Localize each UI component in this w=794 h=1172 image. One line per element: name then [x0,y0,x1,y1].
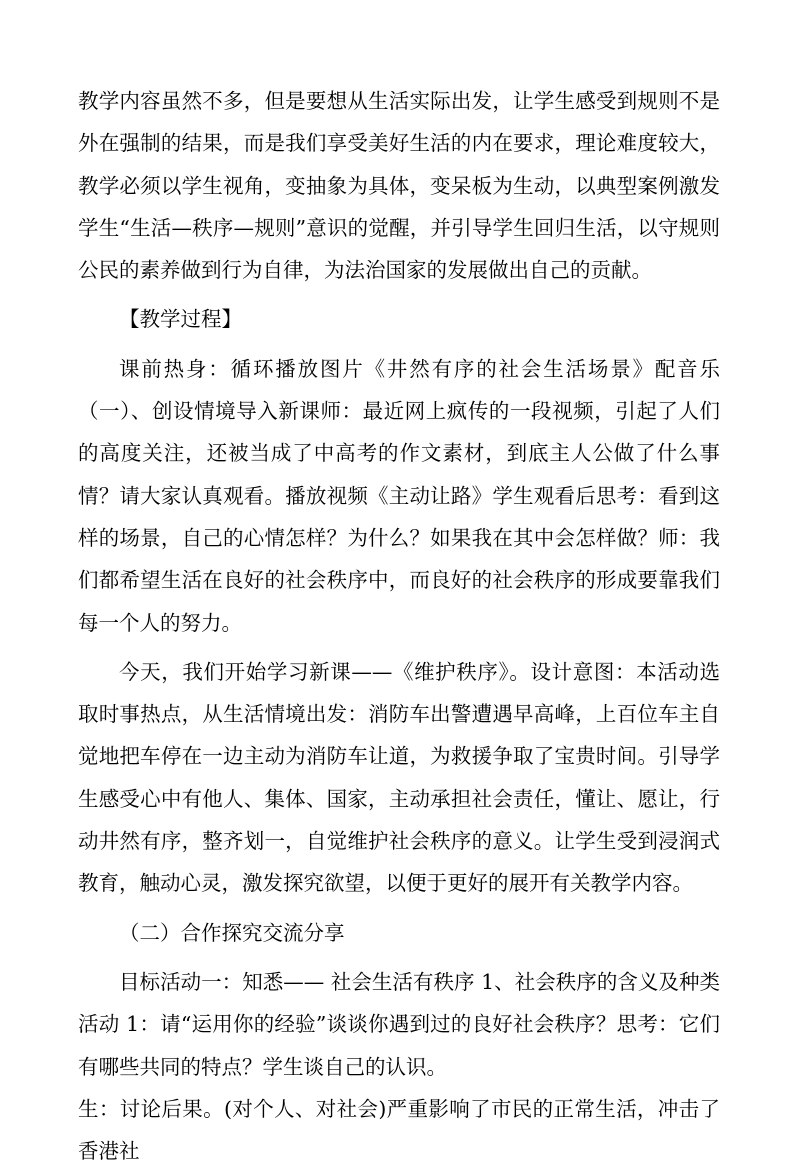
paragraph-intro: 教学内容虽然不多，但是要想从生活实际出发，让学生感受到规则不是外在强制的结果，而是我们享受美好生活的内在要求，理论难度较大，教学必须以学生视角，变抽象为具体，变呆板为生动，以典型案例激发学生“生活—秩序—规则”意识的觉醒，并引导学生回归生活，以守规则公民的素养做到行为自律，为法治国家的发展做出自己的贡献。 [78,89,720,283]
section-heading-cooperative-inquiry: （二）合作探究交流分享 [119,920,345,945]
section-heading-teaching-process: 【教学过程】 [119,307,242,332]
paragraph-new-lesson: 今天，我们开始学习新课——《维护秩序》。设计意图：本活动选取时事热点，从生活情境出发：消防车出警遭遇早高峰，上百位车主自觉地把车停在一边主动为消防车让道，为救援争取了宝贵时间。引导学生感受心中有他人、集体、国家，主动承担社会责任，懂让、愿让，行动井然有序，整齐划一，自觉维护社会秩序的意义。让学生受到浸润式教育，触动心灵，激发探究欲望，以便于更好的展开有关教学内容。 [78,659,720,896]
paragraph-target-activity-one: 目标活动一：知悉—— 社会生活有秩序 1、社会秩序的含义及种类活动 1：请“运用你的经验”谈谈你遇到过的良好社会秩序？思考：它们有哪些共同的特点？学生谈自己的认识。 [78,969,720,1079]
paragraph-warmup: 课前热身：循环播放图片《井然有序的社会生活场景》配音乐（一）、创设情境导入新课师：最近网上疯传的一段视频，引起了人们的高度关注，还被当成了中高考的作文素材，到底主人公做了什么事情？请大家认真观看。播放视频《主动让路》学生观看后思考：看到这样的场景，自己的心情怎样？为什么？如果我在其中会怎样做？师：我们都希望生活在良好的社会秩序中，而良好的社会秩序的形成要靠我们每一个人的努力。 [78,356,720,635]
paragraph-student-discussion: 生：讨论后果。(对个人、对社会)严重影响了市民的正常生活，冲击了香港社 [78,1096,720,1164]
document-page [78,80,720,1172]
